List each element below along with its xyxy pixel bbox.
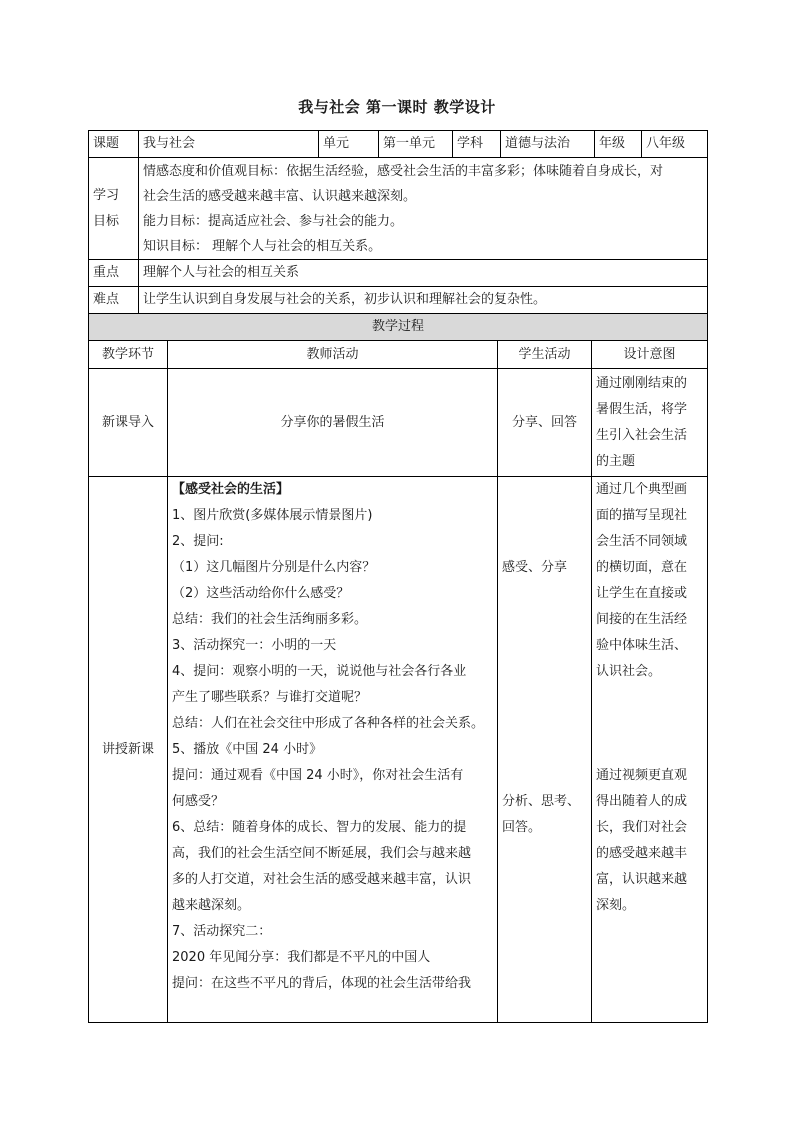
topic-label: 课题 xyxy=(89,131,139,158)
intent-line: 的感受越来越丰 xyxy=(596,846,688,861)
goals-content xyxy=(139,158,708,260)
intro-stage: 新课导入 xyxy=(89,369,168,477)
grade-value: 八年级 xyxy=(642,131,708,158)
basic-info-table xyxy=(88,130,708,314)
teacher-line: （2）这些活动给你什么感受？ xyxy=(172,586,350,601)
intent-line: 富，认识越来越 xyxy=(596,872,688,887)
teacher-line: 高，我们的社会生活空间不断延展，我们会与越来越 xyxy=(172,846,472,861)
teacher-line: 提问：在这些不平凡的背后，体现的社会生活带给我 xyxy=(172,976,472,991)
process-header: 教学过程 xyxy=(89,314,708,341)
intent-line: 通过视频更直观 xyxy=(596,768,688,783)
intent-line: 会生活不同领域 xyxy=(596,534,688,549)
intent-line: 得出随着人的成 xyxy=(596,794,688,809)
column-header-student: 学生活动 xyxy=(498,341,592,369)
column-header-teacher: 教师活动 xyxy=(168,341,498,369)
goal-line: 社会生活的感受越来越丰富、认识越来越深刻。 xyxy=(143,188,417,204)
teacher-line: 3、活动探究一：小明的一天 xyxy=(172,638,337,653)
key-point-label: 重点 xyxy=(89,260,139,287)
intent-line: 通过几个典型画 xyxy=(596,482,688,497)
intro-student-activity: 分享、回答 xyxy=(498,369,592,477)
teacher-line: 产生了哪些联系？与谁打交道呢？ xyxy=(172,690,368,705)
teaching-process-table xyxy=(88,313,708,1023)
intent-line: 认识社会。 xyxy=(596,664,662,679)
teacher-line: 7、活动探究二： xyxy=(172,924,272,939)
difficulty-value: 让学生认识到自身发展与社会的关系，初步认识和理解社会的复杂性。 xyxy=(139,287,708,314)
column-header-intent: 设计意图 xyxy=(592,341,708,369)
main-teacher-activity xyxy=(168,477,498,1023)
main-student-activity xyxy=(498,477,592,1023)
key-point-row xyxy=(89,260,708,287)
intent-line: 验中体味生活、 xyxy=(596,638,688,653)
subject-value: 道德与法治 xyxy=(501,131,595,158)
teacher-line: 2020 年见闻分享：我们都是不平凡的中国人 xyxy=(172,950,431,965)
teacher-line: 5、播放《中国 24 小时》 xyxy=(172,742,323,757)
topic-value: 我与社会 xyxy=(139,131,319,158)
intent-line: 暑假生活，将学 xyxy=(596,401,688,417)
teacher-line: 4、提问：观察小明的一天，说说他与社会各行各业 xyxy=(172,664,467,679)
intent-line: 生引入社会生活 xyxy=(596,427,688,443)
main-lesson-row xyxy=(89,477,708,1023)
goal-line: 情感态度和价值观目标：依据生活经验，感受社会生活的丰富多彩；体味随着自身成长，对 xyxy=(143,163,664,179)
goals-label-line2: 目标 xyxy=(93,213,120,229)
teacher-line: 6、总结：随着身体的成长、智力的发展、能力的提 xyxy=(172,820,467,835)
teacher-line: 1、图片欣赏(多媒体展示情景图片) xyxy=(172,508,373,523)
teacher-line: 提问：通过观看《中国 24 小时》，你对社会生活有 xyxy=(172,768,464,783)
column-header-row xyxy=(89,341,708,369)
goal-line: 能力目标：提高适应社会、参与社会的能力。 xyxy=(143,213,404,229)
teacher-line: 总结：我们的社会生活绚丽多彩。 xyxy=(172,612,368,627)
difficulty-label: 难点 xyxy=(89,287,139,314)
intent-line: 通过刚刚结束的 xyxy=(596,375,688,391)
teacher-line: （1）这几幅图片分别是什么内容？ xyxy=(172,560,376,575)
teacher-line: 何感受？ xyxy=(172,794,225,809)
info-row xyxy=(89,131,708,158)
document-title: 我与社会 第一课时 教学设计 xyxy=(298,98,496,116)
main-intent xyxy=(592,477,708,1023)
teacher-line: 2、提问: xyxy=(172,534,224,549)
intent-line: 的主题 xyxy=(596,453,636,469)
student-activity-2-line1: 分析、思考、 xyxy=(502,794,581,809)
teacher-line: 总结：人们在社会交往中形成了各种各样的社会关系。 xyxy=(172,716,485,731)
student-activity-2-line2: 回答。 xyxy=(502,820,542,835)
teacher-line: 多的人打交道，对社会生活的感受越来越丰富，认识 xyxy=(172,872,472,887)
difficulty-row xyxy=(89,287,708,314)
goals-row xyxy=(89,158,708,260)
grade-label: 年级 xyxy=(595,131,642,158)
unit-value: 第一单元 xyxy=(379,131,453,158)
intent-line: 的横切面，意在 xyxy=(596,560,688,575)
key-point-value: 理解个人与社会的相互关系 xyxy=(139,260,708,287)
column-header-stage: 教学环节 xyxy=(89,341,168,369)
intent-line: 面的描写呈现社 xyxy=(596,508,688,523)
intent-line: 深刻。 xyxy=(596,898,636,913)
intro-row xyxy=(89,369,708,477)
process-header-row xyxy=(89,314,708,341)
goals-label-line1: 学习 xyxy=(93,187,120,203)
intent-line: 长，我们对社会 xyxy=(596,820,688,835)
goals-label xyxy=(89,158,139,260)
section-heading: 【感受社会的生活】 xyxy=(172,482,290,497)
intro-intent xyxy=(592,369,708,477)
goal-line: 知识目标： 理解个人与社会的相互关系。 xyxy=(143,238,382,254)
teacher-line: 越来越深刻。 xyxy=(172,898,251,913)
main-stage: 讲授新课 xyxy=(89,477,168,1023)
intro-teacher-activity: 分享你的暑假生活 xyxy=(168,369,498,477)
intent-line: 间接的在生活经 xyxy=(596,612,688,627)
unit-label: 单元 xyxy=(319,131,379,158)
subject-label: 学科 xyxy=(453,131,501,158)
intent-line: 让学生在直接或 xyxy=(596,586,688,601)
student-activity-1: 感受、分享 xyxy=(502,560,568,575)
